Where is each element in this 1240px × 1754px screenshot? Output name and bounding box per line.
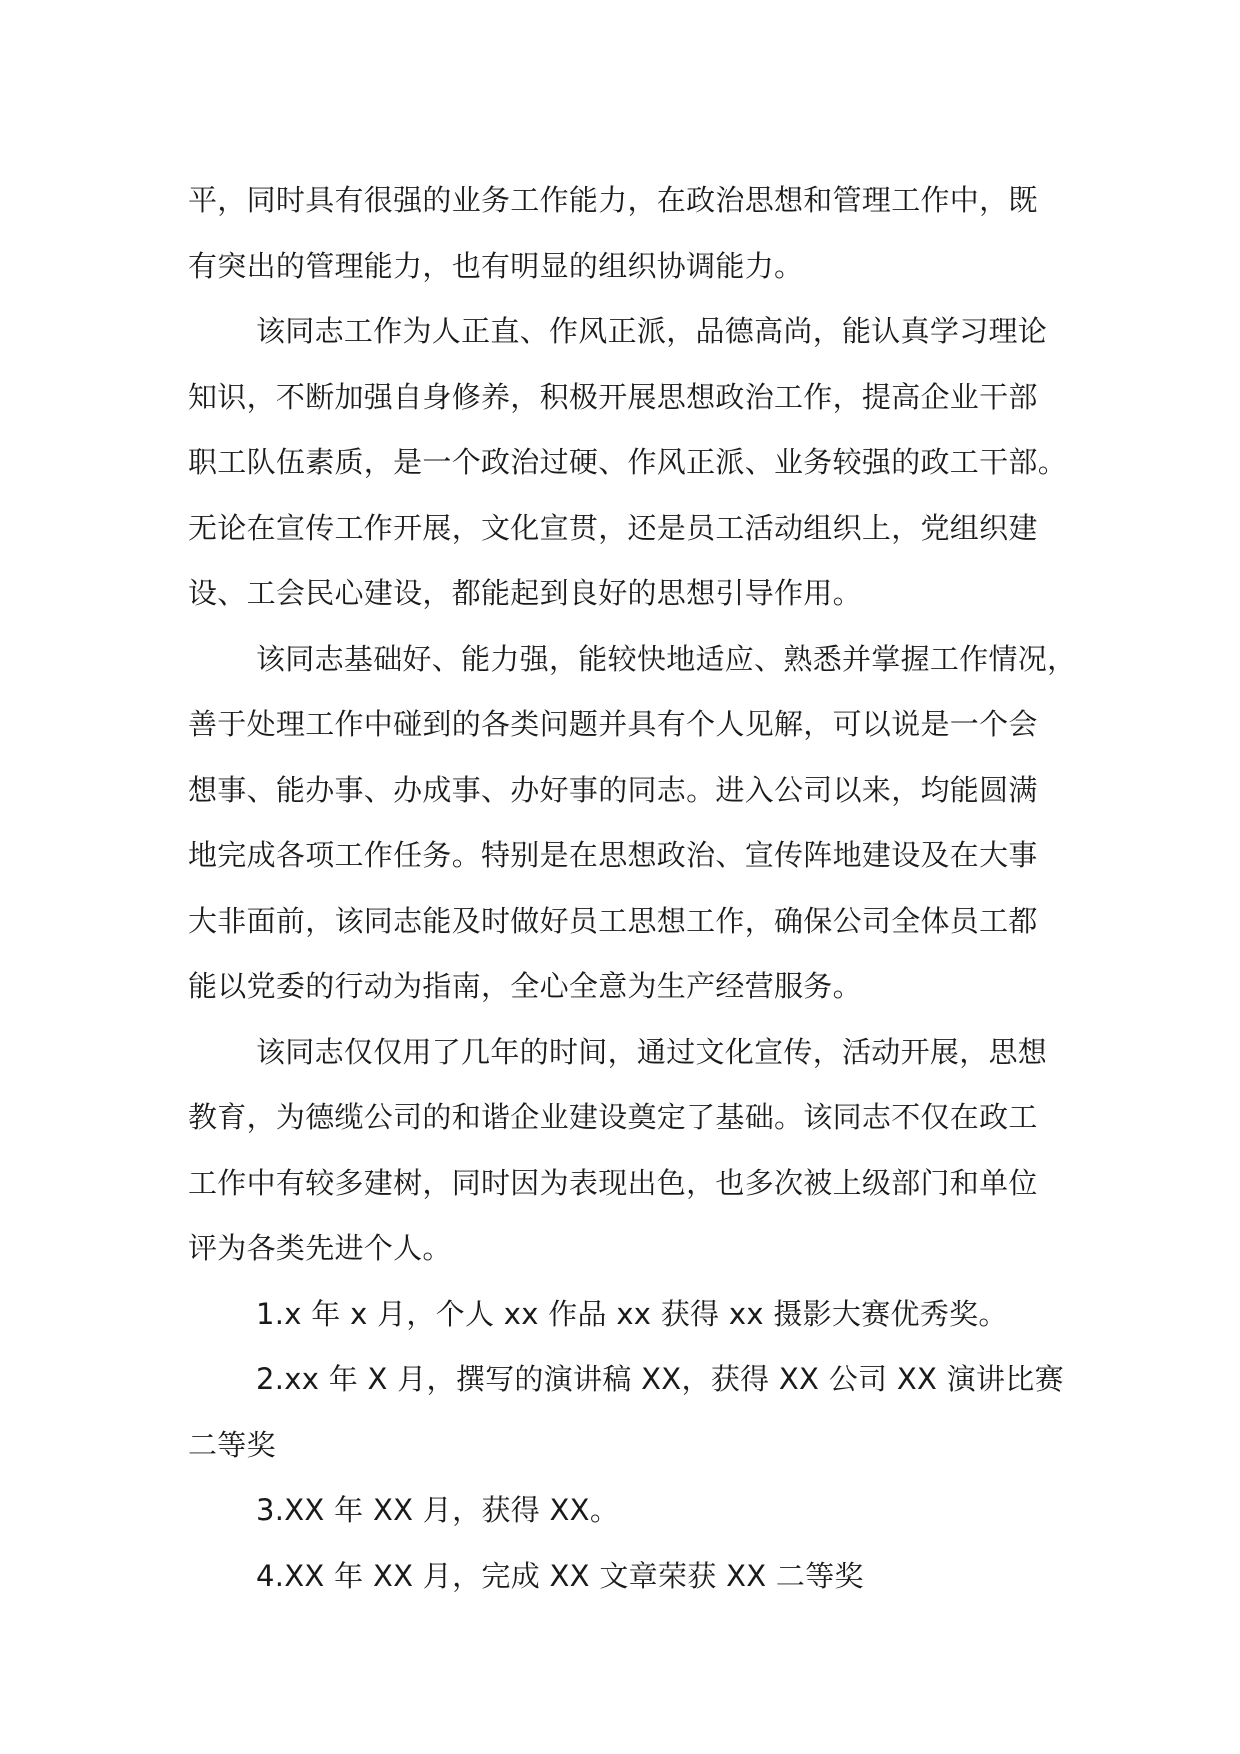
text-line: 地完成各项工作任务。特别是在思想政治、宣传阵地建设及在大事 bbox=[188, 838, 1038, 872]
paragraph-start: 该同志基础好、能力强，能较快地适应、熟悉并掌握工作情况， bbox=[256, 641, 1077, 676]
award-item-2: 2.xx 年 X 月，撰写的演讲稿 XX，获得 XX 公司 XX 演讲比赛 bbox=[256, 1362, 1064, 1396]
text-line: 平，同时具有很强的业务工作能力，在政治思想和管理工作中，既 bbox=[188, 183, 1038, 217]
text-line: 工作中有较多建树，同时因为表现出色，也多次被上级部门和单位 bbox=[188, 1165, 1038, 1200]
paragraph-start: 该同志仅仅用了几年的时间，通过文化宣传，活动开展，思想 bbox=[256, 1034, 1048, 1069]
text-line: 无论在宣传工作开展，文化宣贯，还是员工活动组织上，党组织建 bbox=[188, 510, 1038, 545]
text-line: 知识，不断加强自身修养，积极开展思想政治工作，提高企业干部 bbox=[188, 379, 1038, 414]
text-line: 教育，为德缆公司的和谐企业建设奠定了基础。该同志不仅在政工 bbox=[188, 1100, 1038, 1134]
text-line: 能以党委的行动为指南，全心全意为生产经营服务。 bbox=[188, 969, 862, 1003]
text-line: 大非面前，该同志能及时做好员工思想工作，确保公司全体员工都 bbox=[188, 903, 1038, 938]
paragraph-start: 该同志工作为人正直、作风正派，品德高尚，能认真学习理论 bbox=[256, 314, 1048, 348]
text-line: 评为各类先进个人。 bbox=[188, 1231, 452, 1265]
text-line: 设、工会民心建设，都能起到良好的思想引导作用。 bbox=[188, 576, 862, 610]
award-item-4: 4.XX 年 XX 月，完成 XX 文章荣获 XX 二等奖 bbox=[256, 1558, 864, 1593]
document-body bbox=[188, 168, 1077, 1609]
text-line: 善于处理工作中碰到的各类问题并具有个人见解，可以说是一个会 bbox=[188, 707, 1038, 741]
award-item-3: 3.XX 年 XX 月，获得 XX。 bbox=[256, 1493, 620, 1527]
award-item-2-continued: 二等奖 bbox=[188, 1427, 276, 1462]
text-line: 想事、能办事、办成事、办好事的同志。进入公司以来，均能圆满 bbox=[188, 772, 1038, 807]
award-item-1: 1.x 年 x 月，个人 xx 作品 xx 获得 xx 摄影大赛优秀奖。 bbox=[256, 1296, 1008, 1331]
text-line: 有突出的管理能力，也有明显的组织协调能力。 bbox=[188, 248, 804, 283]
text-line: 职工队伍素质，是一个政治过硬、作风正派、业务较强的政工干部。 bbox=[188, 445, 1068, 479]
